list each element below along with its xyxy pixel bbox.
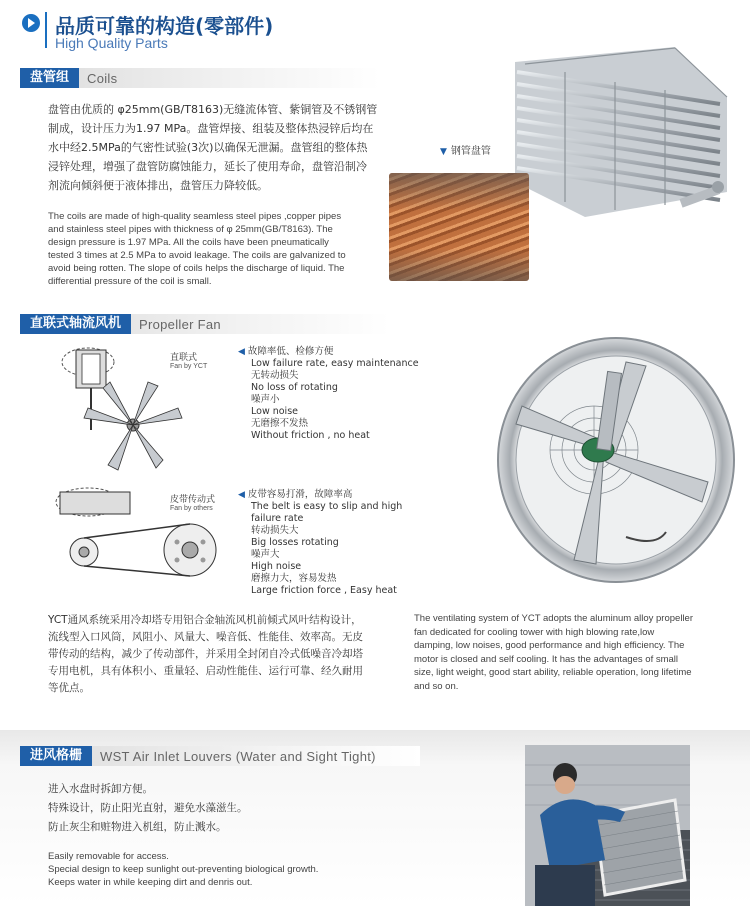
coils-en-line: tested 3 times at 2.5 MPa to avoid leakage. The coils are galvanized to <box>48 250 346 261</box>
coils-en-line: differential pressure of the coil is small. <box>48 276 212 287</box>
feature-item: The belt is easy to slip and high <box>251 501 403 512</box>
louvers-cn-line: 防止灰尘和赃物进入机组，防止溅水。 <box>48 821 227 833</box>
louvers-en-line: Special design to keep sunlight out-preventing biological growth. <box>48 864 319 875</box>
feature-item: No loss of rotating <box>251 382 338 393</box>
feature-item: 故障率低、检修方便 <box>247 346 334 357</box>
louvers-cn-line: 进入水盘时拆卸方便。 <box>48 783 153 795</box>
louvers-cn-line: 特殊设计，防止阳光直射，避免水藻滋生。 <box>48 802 248 814</box>
coils-cn-line: 剂流向倾斜便于液体排出，盘管压力降较低。 <box>48 179 268 192</box>
feature-item: 磨擦力大，容易发热 <box>251 573 337 584</box>
feature-item: Large friction force , Easy heat <box>251 585 397 596</box>
fan-en-line: size, light weight, good start ability, reliable operation, long lifetime <box>414 667 692 679</box>
feature-item: Without friction , no heat <box>251 430 370 441</box>
copper-coil-closeup-image <box>389 173 529 281</box>
fan-cn-line: YCT通风系统采用冷却塔专用铝合金轴流风机前倾式风叶结构设计， <box>48 614 362 626</box>
coils-cn-description <box>48 100 398 195</box>
louvers-en-line: Easily removable for access. <box>48 851 169 862</box>
coils-cn-line: 浸锌处理，增强了盘管防腐蚀能力，延长了使用寿命，盘管沿制冷 <box>48 160 367 173</box>
direct-label-en: Fan by YCT <box>170 363 208 370</box>
louver-installation-image <box>525 745 690 906</box>
triangle-left-icon: ◀ <box>238 347 245 357</box>
louvers-en-title: WST Air Inlet Louvers (Water and Sight Tight) <box>100 748 376 764</box>
feature-item: 无磨擦不发热 <box>251 418 309 429</box>
page-subtitle: High Quality Parts <box>55 35 168 51</box>
fan-tag: 直联式轴流风机 <box>20 314 131 334</box>
belt-label-cn: 皮带传动式 <box>170 495 216 505</box>
feature-item: Low noise <box>251 406 298 417</box>
fan-en-line: damping, low noises, good performance and high efficiency. The <box>414 640 685 652</box>
fan-en-line: motor is closed and self cooling. It has the advantages of small <box>414 653 679 665</box>
fan-en-line: fan dedicated for cooling tower with high blowing rate,low <box>414 626 655 638</box>
coils-en-title: Coils <box>87 70 118 86</box>
feature-item: 噪声小 <box>251 394 280 405</box>
fan-cn-line: 带传动的结构，减少了传动部件，并采用全封闭自冷式低噪音冷却塔 <box>48 648 363 660</box>
feature-item: failure rate <box>251 513 304 524</box>
coil-photo-caption <box>440 142 491 157</box>
fan-cn-line: 等优点。 <box>48 682 90 694</box>
fan-en-title: Propeller Fan <box>139 316 221 332</box>
feature-item: High noise <box>251 561 302 572</box>
steel-coil-bundle-image <box>505 42 733 226</box>
louvers-en-description <box>48 850 448 889</box>
feature-item: 皮带容易打滑，故障率高 <box>247 489 353 500</box>
fan-cn-description <box>48 612 398 697</box>
coils-tag: 盘管组 <box>20 68 79 88</box>
triangle-left-icon: ◀ <box>238 490 245 500</box>
fan-cn-line: 专用电机，具有体积小、重量轻、启动性能佳、运行可靠、经久耐用 <box>48 665 363 677</box>
fan-en-line: and so on. <box>414 680 459 692</box>
coils-en-line: and stainless steel pipes with thickness of φ 25mm(GB/T8163). The <box>48 224 333 235</box>
fan-en-description <box>414 612 732 694</box>
header-arrow-icon <box>22 14 40 32</box>
louvers-section-header <box>20 746 376 766</box>
feature-item: 噪声大 <box>251 549 280 560</box>
louvers-cn-description <box>48 780 448 837</box>
louvers-en-line: Keeps water in while keeping dirt and denris out. <box>48 877 253 888</box>
coils-en-line: The coils are made of high-quality seamless steel pipes ,copper pipes <box>48 211 342 222</box>
direct-drive-features <box>238 346 419 442</box>
page-title: 品质可靠的构造(零部件) <box>55 14 274 38</box>
coil-caption-text: 钢管盘管 <box>450 146 491 157</box>
coils-cn-line: 盘管由优质的 φ25mm(GB/T8163)无缝流体管、紫铜管及不锈钢管 <box>48 103 378 116</box>
triangle-down-icon: ▼ <box>440 147 447 157</box>
fan-cn-line: 流线型入口风筒，风阻小、风量大、噪音低、性能佳、效率高。无皮 <box>48 631 363 643</box>
direct-label-cn: 直联式 <box>170 353 198 363</box>
belt-drive-label <box>170 492 215 512</box>
feature-item: 无转动损失 <box>251 370 299 381</box>
propeller-fan-image <box>476 332 738 584</box>
feature-item: Low failure rate, easy maintenance <box>251 358 419 369</box>
coils-cn-line: 水中经2.5MPa的气密性试验(3次)以确保无泄漏。盘管组的整体热 <box>48 141 368 154</box>
louvers-tag: 进风格栅 <box>20 746 92 766</box>
coils-section-header <box>20 68 117 88</box>
coils-en-line: design pressure is 1.97 MPa. All the coils have been pneumatically <box>48 237 329 248</box>
direct-drive-label <box>170 350 207 370</box>
fan-section-header <box>20 314 221 334</box>
coils-en-description <box>48 210 383 288</box>
fan-en-line: The ventilating system of YCT adopts the aluminum alloy propeller <box>414 613 693 624</box>
feature-item: Big losses rotating <box>251 537 339 548</box>
feature-item: 转动损失大 <box>251 525 299 536</box>
coils-en-line: avoid being rotten. The slope of coils helps the discharge of liquid. The <box>48 263 345 274</box>
coils-cn-line: 制成，设计压力为1.97 MPa。盘管焊接、组装及整体热浸锌后均在 <box>48 122 374 135</box>
belt-label-en: Fan by others <box>170 505 213 512</box>
belt-drive-features <box>238 489 402 597</box>
header-divider <box>45 12 47 48</box>
direct-drive-fan-diagram <box>48 340 188 475</box>
